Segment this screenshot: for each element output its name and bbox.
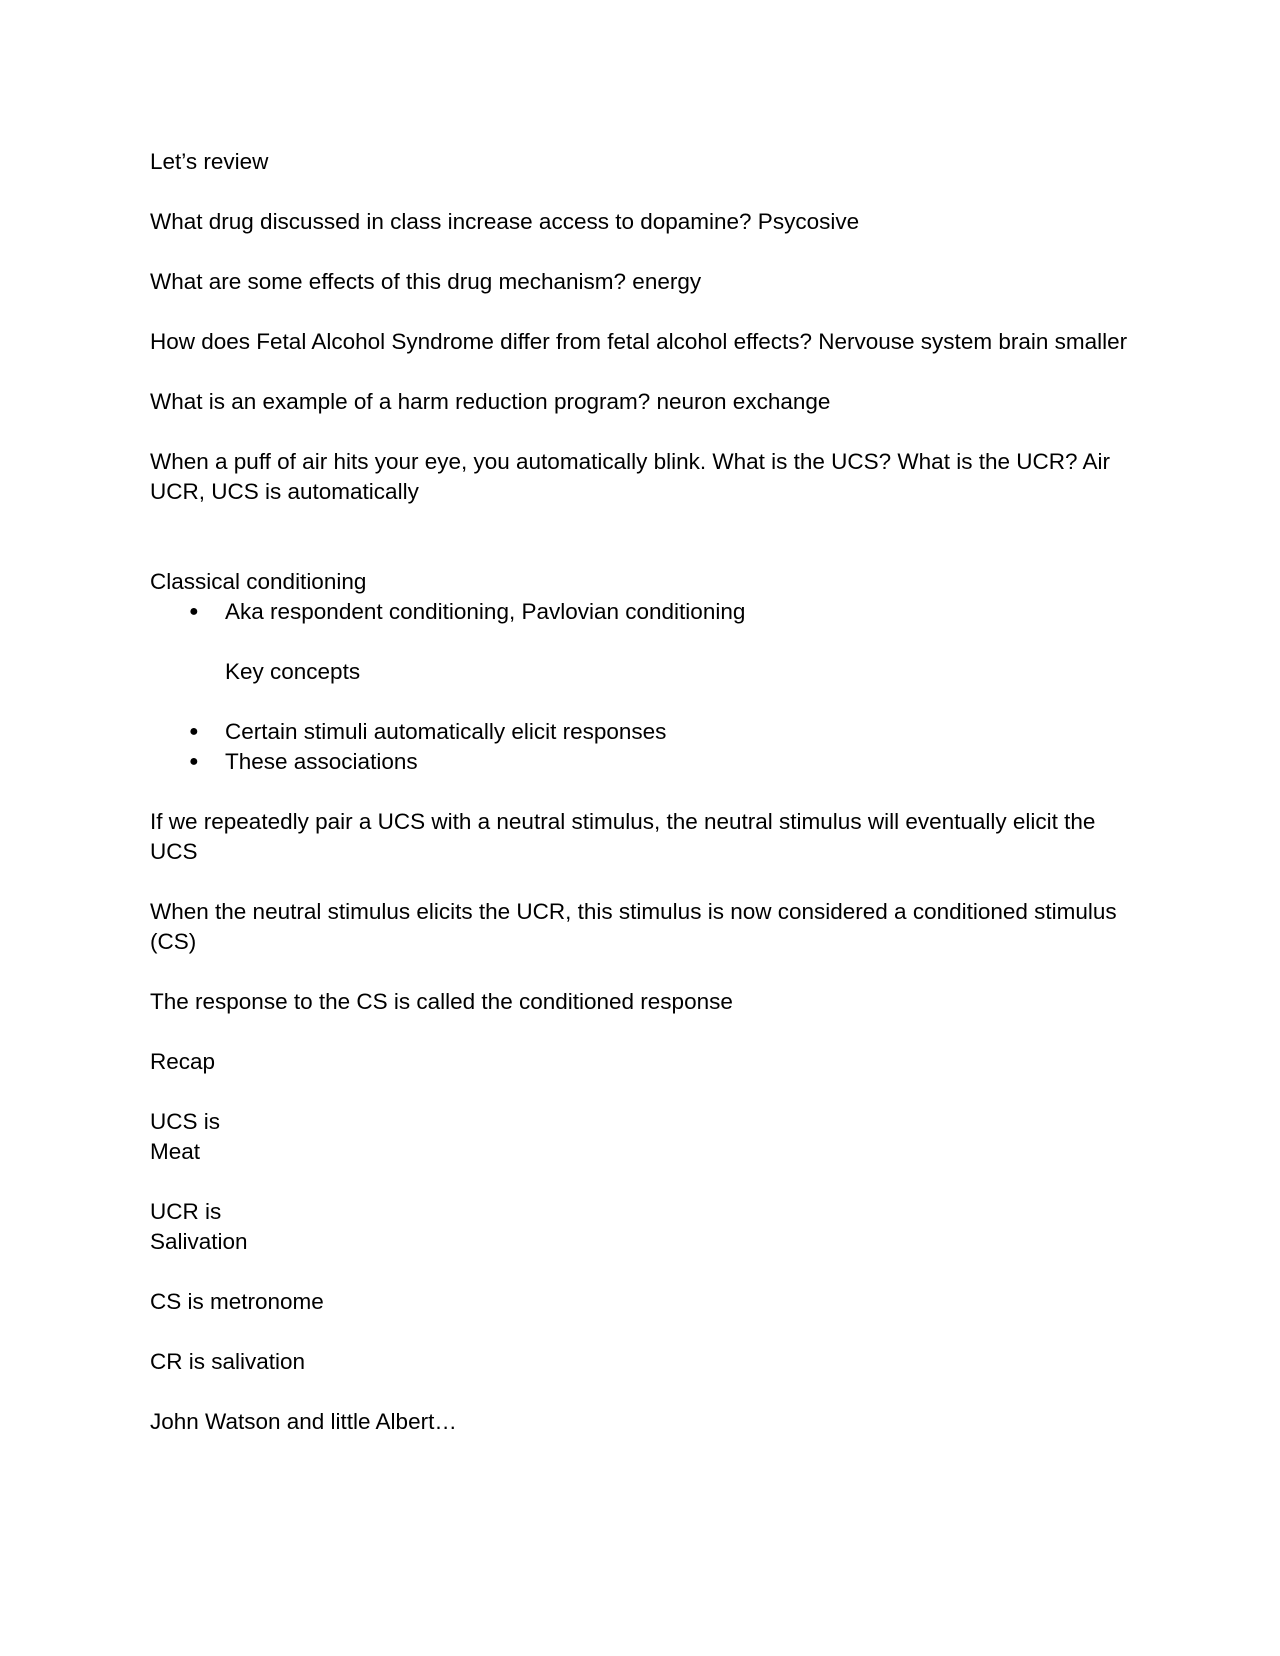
paragraph-pairing: If we repeatedly pair a UCS with a neutral stimulus, the neutral stimulus will eventually elicit the UCS (150, 809, 1096, 864)
list-item-text: These associations (225, 749, 418, 774)
bullet-list-concepts (150, 717, 1140, 777)
list-item (150, 717, 1140, 747)
bullet-icon: ● (189, 753, 199, 770)
question-drug-effects: What are some effects of this drug mechanism? energy (150, 269, 702, 294)
list-item-text: Aka respondent conditioning, Pavlovian conditioning (225, 599, 746, 624)
paragraph-conditioned-response: The response to the CS is called the conditioned response (150, 989, 733, 1014)
list-item (150, 597, 1140, 627)
review-heading: Let’s review (150, 149, 269, 174)
question-harm-reduction: What is an example of a harm reduction program? neuron exchange (150, 389, 831, 414)
list-item (150, 747, 1140, 777)
ucs-label: UCS is (150, 1109, 221, 1134)
question-fetal-alcohol: How does Fetal Alcohol Syndrome differ from fetal alcohol effects? Nervouse system brain smaller (150, 329, 1128, 354)
question-dopamine: What drug discussed in class increase access to dopamine? Psycosive (150, 209, 860, 234)
paragraph-conditioned-stimulus: When the neutral stimulus elicits the UCR, this stimulus is now considered a conditioned stimulus (CS) (150, 899, 1117, 954)
question-ucs-ucr: When a puff of air hits your eye, you automatically blink. What is the UCS? What is the UCR? Air UCR, UCS is automatically (150, 449, 1110, 504)
ucs-value: Meat (150, 1139, 201, 1164)
ucr-label: UCR is (150, 1199, 222, 1224)
classical-conditioning-heading: Classical conditioning (150, 569, 367, 594)
cr-line: CR is salivation (150, 1349, 306, 1374)
recap-heading: Recap (150, 1049, 216, 1074)
bullet-icon: ● (189, 603, 199, 620)
key-concepts-heading: Key concepts (225, 659, 361, 684)
document-body (150, 147, 1140, 1437)
cs-line: CS is metronome (150, 1289, 324, 1314)
watson-line: John Watson and little Albert… (150, 1409, 457, 1434)
list-item-text: Certain stimuli automatically elicit responses (225, 719, 667, 744)
ucr-value: Salivation (150, 1229, 248, 1254)
bullet-icon: ● (189, 723, 199, 740)
bullet-list-aka (150, 597, 1140, 627)
